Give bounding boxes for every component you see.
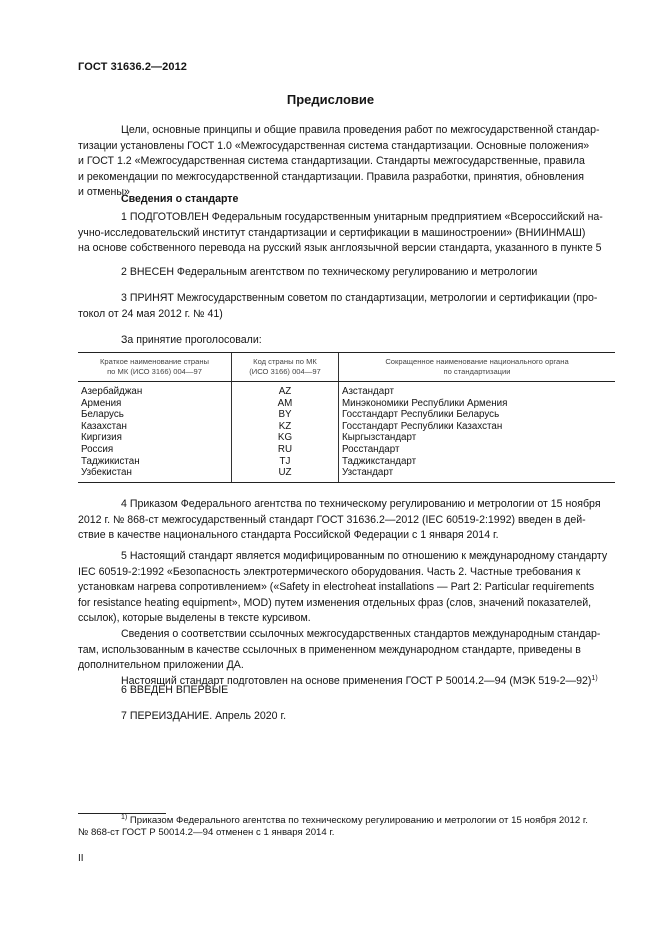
header-text: Сокращенное наименование национального органа — [385, 357, 569, 366]
header-text: Код страны по МК — [253, 357, 317, 366]
countries-table — [78, 352, 615, 483]
country-name: Армения — [81, 397, 122, 409]
item-1 — [78, 210, 615, 257]
column-header-authority — [339, 353, 616, 382]
country-code: AM — [232, 398, 339, 410]
footnote-line — [78, 815, 615, 827]
text-line: for resistance heating equipment», MOD) путем изменения отдельных фраз (слов, значений показателей, — [78, 596, 592, 609]
text-line: ссылок), которые выделены в тексте курсивом. — [78, 612, 311, 625]
text-line: 4 Приказом Федерального агентства по техническому регулированию и метрологии от 15 ноября — [121, 498, 601, 510]
item-2: 2 ВНЕСЕН Федеральным агентством по техническому регулированию и метрологии — [121, 266, 538, 278]
standards-body: Госстандарт Республики Казахстан — [339, 421, 616, 433]
country-code: KG — [232, 432, 339, 444]
country-code: AZ — [232, 382, 339, 398]
page-number: II — [78, 853, 84, 864]
item-6: 6 ВВЕДЕН ВПЕРВЫЕ — [121, 684, 229, 696]
text-line: установкам нагрева сопротивлением» («Safety in electroheat installations — Part 2: Particular requirements — [78, 581, 595, 594]
country-code: UZ — [232, 467, 339, 482]
text-line: дополнительном приложении ДА. — [78, 659, 244, 672]
voting-intro: За принятие проголосовали: — [121, 334, 262, 346]
table-row — [78, 467, 615, 482]
standards-body: Кыргызстандарт — [339, 432, 616, 444]
table-row — [78, 444, 615, 456]
table-header-row — [78, 353, 615, 382]
standards-body: Росстандарт — [339, 444, 616, 456]
table-row — [78, 382, 615, 398]
text-line: Цели, основные принципы и общие правила проведения работ по межгосударственной стандар- — [121, 124, 600, 136]
text-line: 3 ПРИНЯТ Межгосударственным советом по стандартизации, метрологии и сертификации (про- — [121, 292, 598, 304]
text-line: 1 ПОДГОТОВЛЕН Федеральным государственным унитарным предприятием «Всероссийский на- — [121, 211, 603, 223]
item-5 — [78, 549, 615, 689]
text-line: 5 Настоящий стандарт является модифицированным по отношению к международному стандарту — [121, 550, 608, 562]
country-name: Азербайджан — [81, 386, 143, 397]
footnote-text: Приказом Федерального агентства по техническому регулированию и метрологии от 15 ноября 2012 г. — [129, 815, 588, 826]
text-line: токол от 24 мая 2012 г. № 41) — [78, 307, 223, 320]
table-row — [78, 432, 615, 444]
text-line: тизации установлены ГОСТ 1.0 «Межгосударственная система стандартизации. Основные положения» — [78, 139, 590, 152]
standards-body: Таджикстандарт — [339, 456, 616, 468]
country-name: Россия — [81, 443, 114, 455]
column-header-country — [78, 353, 232, 382]
page-title: Предисловие — [286, 92, 375, 107]
text-line: там, использованным в качестве ссылочных в примененном международном стандарте, приведены в — [78, 643, 581, 656]
country-name: Киргизия — [81, 432, 122, 444]
standards-body: Минэкономики Республики Армения — [339, 398, 616, 410]
footnote-marker: 1) — [591, 674, 598, 682]
header-text: по стандартизации — [443, 367, 511, 376]
country-name: Узбекистан — [78, 467, 232, 482]
item-7: 7 ПЕРЕИЗДАНИЕ. Апрель 2020 г. — [121, 710, 287, 722]
footnote-line: № 868-ст ГОСТ Р 50014.2—94 отменен с 1 января 2014 г. — [78, 827, 335, 838]
text-line: на основе собственного перевода на русский язык англоязычной версии стандарта, указанного в пункте 5 — [78, 242, 602, 255]
header-text: (ИСО 3166) 004—97 — [249, 367, 321, 376]
country-code: KZ — [232, 421, 339, 433]
column-header-code — [232, 353, 339, 382]
table-row — [78, 421, 615, 433]
country-code: BY — [232, 409, 339, 421]
text-line: 2012 г. № 868-ст межгосударственный стандарт ГОСТ 31636.2—2012 (IEC 60519-2:1992) введен в дей- — [78, 513, 586, 526]
text-line: и рекомендации по межгосударственной стандартизации. Правила разработки, принятия, обновления — [78, 170, 584, 183]
line-text: Настоящий стандарт подготовлен на основе применения ГОСТ Р 50014.2—94 (МЭК 519-2—92) — [121, 674, 592, 687]
standards-body: Азстандарт — [339, 382, 616, 398]
text-line: Сведения о соответствии ссылочных межгосударственных стандартов международным стандар- — [121, 627, 601, 640]
text-line: и ГОСТ 1.2 «Межгосударственная система стандартизации. Стандарты межгосударственные, правила — [78, 155, 585, 168]
table-row — [78, 409, 615, 421]
text-line: учно-исследовательский институт стандартизации и сертификации в машиностроении» (ВНИИНМАШ) — [78, 226, 586, 239]
header-text: Краткое наименование страны — [100, 357, 209, 366]
country-code: RU — [232, 444, 339, 456]
footnote-marker: 1) — [121, 814, 128, 821]
table-row — [78, 456, 615, 468]
text-line: ствие в качестве национального стандарта Российской Федерации с 1 января 2014 г. — [78, 529, 499, 542]
country-name: Казахстан — [81, 420, 127, 432]
standards-body: Госстандарт Республики Беларусь — [339, 409, 616, 421]
text-line: и отмены» — [78, 186, 130, 199]
section-subtitle: Сведения о стандарте — [121, 193, 239, 205]
item-3 — [78, 291, 615, 322]
country-name: Беларусь — [81, 409, 124, 421]
standards-body: Узстандарт — [339, 467, 616, 482]
footnote — [78, 815, 615, 839]
country-code: TJ — [232, 456, 339, 468]
country-name: Таджикистан — [81, 455, 140, 467]
text-line: IEC 60519-2:1992 «Безопасность электротермического оборудования. Часть 2. Частные требования к — [78, 565, 581, 578]
table-row — [78, 398, 615, 410]
item-4 — [78, 497, 615, 544]
intro-paragraph — [78, 123, 615, 201]
header-text: по МК (ИСО 3166) 004—97 — [107, 367, 202, 376]
document-code: ГОСТ 31636.2—2012 — [78, 61, 188, 73]
